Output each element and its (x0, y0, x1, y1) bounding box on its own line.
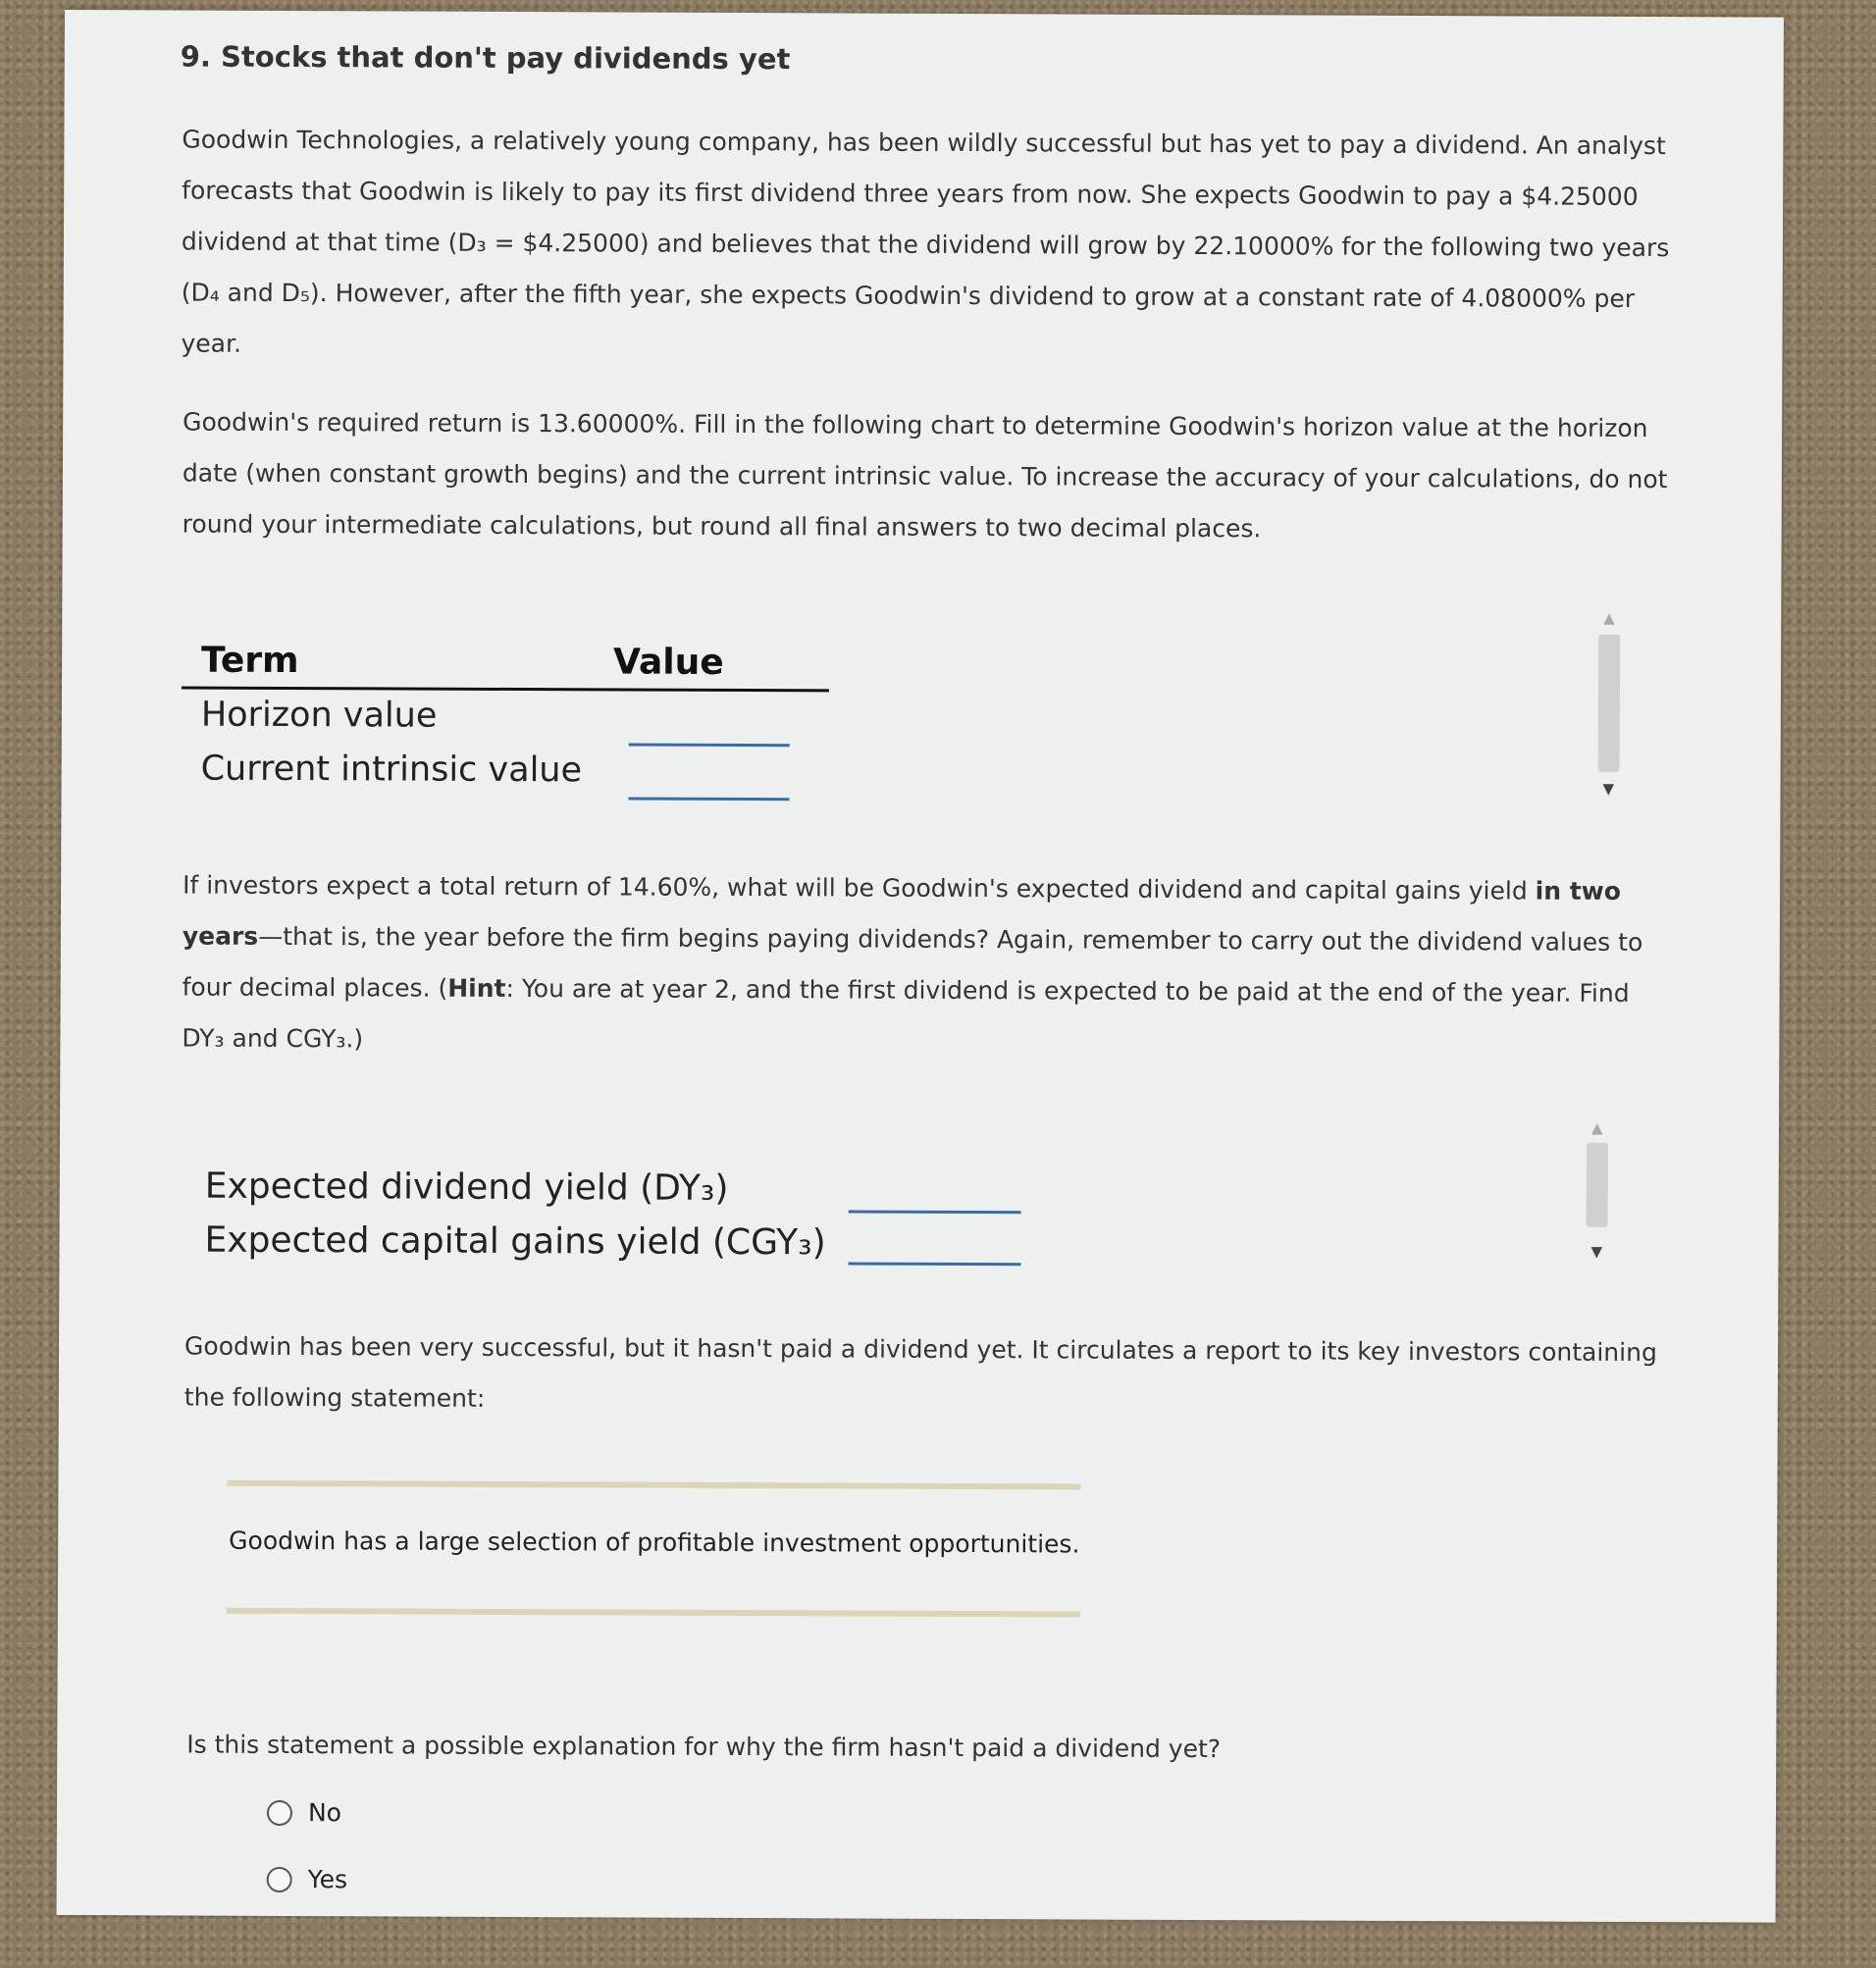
scroll-up-icon[interactable]: ▲ (1603, 608, 1615, 627)
option-no-label: No (307, 1798, 342, 1828)
table-header-value: Value (613, 642, 724, 683)
scroll-down-icon[interactable]: ▼ (1590, 1242, 1603, 1261)
option-no[interactable] (267, 1798, 341, 1827)
explanation-question: Is this statement a possible explanation for why the firm hasn't paid a dividend yet? (186, 1730, 1222, 1764)
radio-yes[interactable] (267, 1866, 292, 1891)
statement-bottom-rule (227, 1608, 1080, 1618)
option-yes[interactable] (267, 1865, 347, 1893)
scroll-down-icon[interactable]: ▼ (1602, 779, 1615, 798)
question-instructions: Goodwin's required return is 13.60000%. Fill in the following chart to determine Goodwin's horizon value at the horizon date (when constant growth begins) and the current intrinsic value. To increase the accuracy of your calculations, do not round your intermediate calculations, but round all final answers to two decimal places. (182, 407, 1668, 544)
prompt-bold-two-years: in two years (182, 876, 1622, 951)
capital-gains-yield-label: Expected capital gains yield (CGY₃) (204, 1219, 826, 1264)
question-intro: Goodwin Technologies, a relatively young company, has been wildly successful but has yet to pay a dividend. An analyst forecasts that Goodwin is likely to pay its first dividend three years from now. She expects Goodwin to pay a $4.25000 dividend at that time (D₃ = $4.25000) and believes that the dividend will grow by 22.10000% for the following two years (D₄ and D₅). However, after the fifth year, she expects Goodwin's dividend to grow at a constant rate of 4.08000% per year. (181, 125, 1670, 358)
prompt-text-1: If investors expect a total return of 14.60%, what will be Goodwin's expected dividend and capital gains yield (182, 870, 1536, 906)
table-header-term: Term (201, 640, 299, 682)
horizon-value-label: Horizon value (200, 695, 438, 736)
intrinsic-value-label: Current intrinsic value (200, 749, 583, 791)
yield-question-prompt (182, 860, 1674, 1071)
prompt-text-3: : You are at year 2, and the first dividend is expected to be paid at the end of the year. Find DY₃ and CGY₃.) (182, 973, 1630, 1054)
prompt-bold-hint: Hint (447, 973, 506, 1003)
horizon-value-input[interactable] (629, 744, 790, 748)
yield-scrollbar[interactable] (1587, 1143, 1608, 1227)
report-statement: Goodwin has a large selection of profitable investment opportunities. (229, 1526, 1080, 1559)
capital-gains-yield-input[interactable] (848, 1262, 1020, 1266)
statement-context: Goodwin has been very successful, but it hasn't paid a dividend yet. It circulates a report to its key investors containing the following statement: (183, 1331, 1657, 1413)
question-title: 9. Stocks that don't pay dividends yet (180, 39, 791, 77)
table-header-rule (182, 687, 829, 693)
radio-no[interactable] (267, 1799, 292, 1825)
option-yes-label: Yes (307, 1865, 348, 1894)
table-scrollbar[interactable] (1598, 635, 1621, 772)
worksheet-page (57, 10, 1784, 1923)
prompt-text-2: —that is, the year before the firm begins paying dividends? Again, remember to carry out the dividend values to four decimal places. ( (182, 921, 1643, 1003)
scroll-up-icon[interactable]: ▲ (1591, 1118, 1603, 1137)
intrinsic-value-input[interactable] (628, 798, 789, 802)
dividend-yield-label: Expected dividend yield (DY₃) (204, 1165, 729, 1209)
dividend-yield-input[interactable] (849, 1210, 1021, 1214)
statement-top-rule (227, 1480, 1080, 1490)
